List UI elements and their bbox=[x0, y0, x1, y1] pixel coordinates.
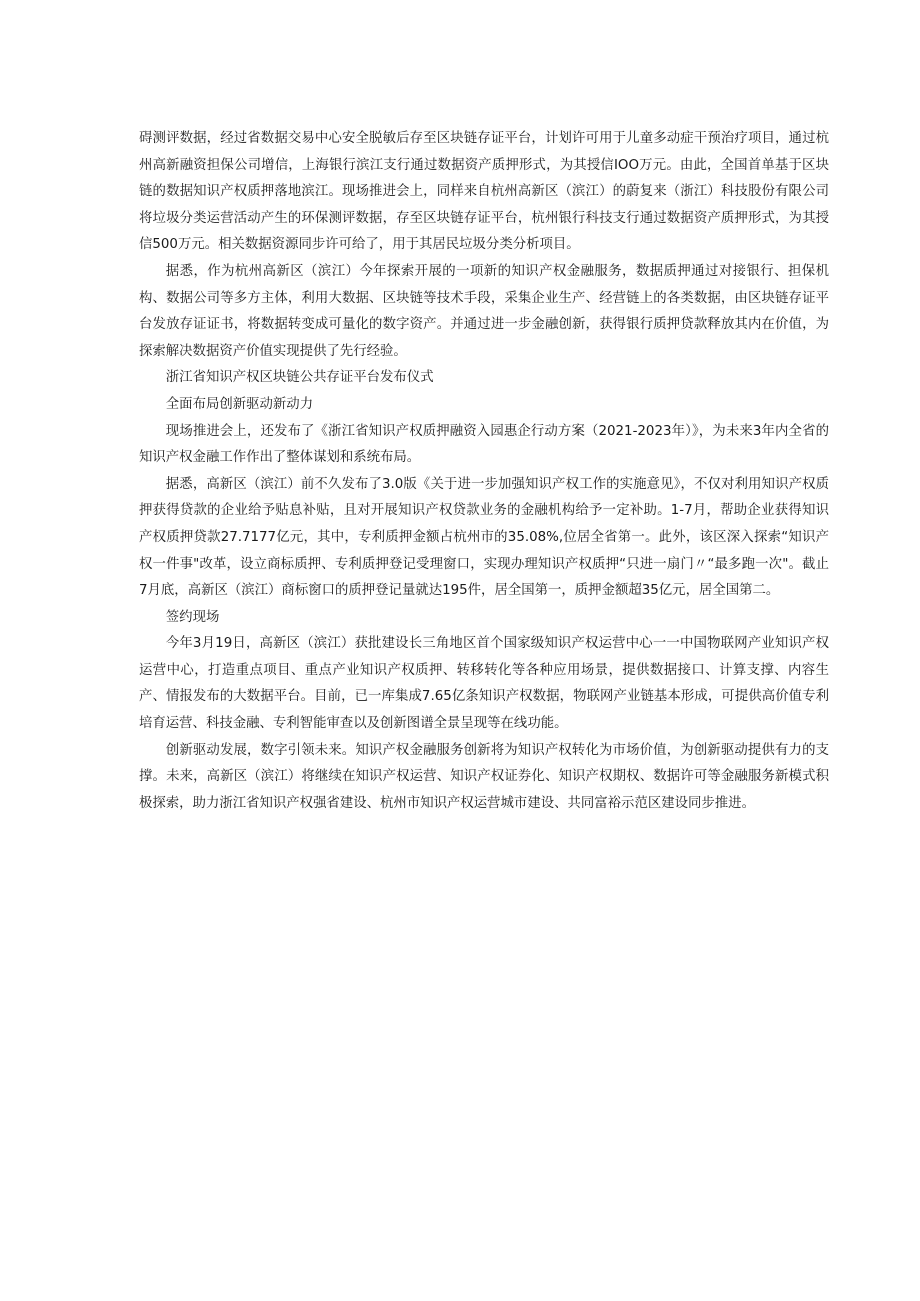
paragraph-action-plan: 现场推进会上，还发布了《浙江省知识产权质押融资入园惠企行动方案（2021-2023年）》，为未来3年内全省的知识产权金融工作作出了整体谋划和系统布局。 bbox=[139, 423, 829, 466]
paragraph-data-pledge-cases: 碍测评数据，经过省数据交易中心安全脱敏后存至区块链存证平台，计划许可用于儿童多动症干预治疗项目，通过杭州高新融资担保公司增信，上海银行滨江支行通过数据资产质押形式，为其授信IOO万元。由此，全国首单基于区块链的数据知识产权质押落地滨江。现场推进会上，同样来自杭州高新区（滨江）的蔚复来（浙江）科技股份有限公司将垃圾分类运营活动产生的环保测评数据，存至区块链存证平台，杭州银行科技支行通过数据资产质押形式，为其授信500万元。相关数据资源同步许可给了，用于其居民垃圾分类分析项目。 bbox=[139, 131, 829, 253]
paragraph-conclusion: 创新驱动发展，数字引领未来。知识产权金融服务创新将为知识产权转化为市场价值，为创新驱动提供有力的支撑。未来，高新区（滨江）将继续在知识产权运营、知识产权证券化、知识产权期权、数据许可等金融服务新模式积极探索，助力浙江省知识产权强省建设、杭州市知识产权运营城市建设、共同富裕示范区建设同步推进。 bbox=[139, 742, 829, 811]
paragraph-operation-center: 今年3月19日，高新区（滨江）获批建设长三角地区首个国家级知识产权运营中心一一中国物联网产业知识产权运营中心，打造重点项目、重点产业知识产权质押、转移转化等各种应用场景，提供数据接口、计算支撑、内容生产、情报发布的大数据平台。目前，已一库集成7.65亿条知识产权数据，物联网产业链基本形成，可提供高价值专利培育运营、科技金融、专利智能审查以及创新图谱全景呈现等在线功能。 bbox=[139, 636, 829, 732]
caption-signing-scene: 签约现场 bbox=[165, 609, 220, 625]
paragraph-data-pledge-overview: 据悉，作为杭州高新区（滨江）今年探索开展的一项新的知识产权金融服务，数据质押通过对接银行、担保机构、数据公司等多方主体，利用大数据、区块链等技术手段，采集企业生产、经营链上的各类数据，由区块链存证平台发放存证证书，将数据转变成可量化的数字资产。并通过进一步金融创新，获得银行质押贷款释放其内在价值，为探索解决数据资产价值实现提供了先行经验。 bbox=[139, 263, 829, 359]
caption-platform-launch: 浙江省知识产权区块链公共存证平台发布仪式 bbox=[165, 370, 434, 386]
section-heading-innovation: 全面布局创新驱动新动力 bbox=[165, 396, 314, 412]
paragraph-implementation-opinions: 据悉，高新区（滨江）前不久发布了3.0版《关于进一步加强知识产权工作的实施意见》，不仅对利用知识产权质押获得贷款的企业给予贴息补贴，且对开展知识产权贷款业务的金融机构给予一定补助。1-7月，帮助企业获得知识产权质押贷款27.7177亿元，其中，专利质押金额占杭州市的35.08%,位居全省第一。此外，该区深入探索“知识产权一件事"改革，设立商标质押、专利质押登记受理窗口，实现办理知识产权质押“只进一扇门〃“最多跑一次"。截止7月底，高新区（滨江）商标窗口的质押登记量就达195件，居全国第一，质押金额超35亿元，居全国第二。 bbox=[139, 476, 829, 599]
document-page bbox=[139, 126, 829, 817]
